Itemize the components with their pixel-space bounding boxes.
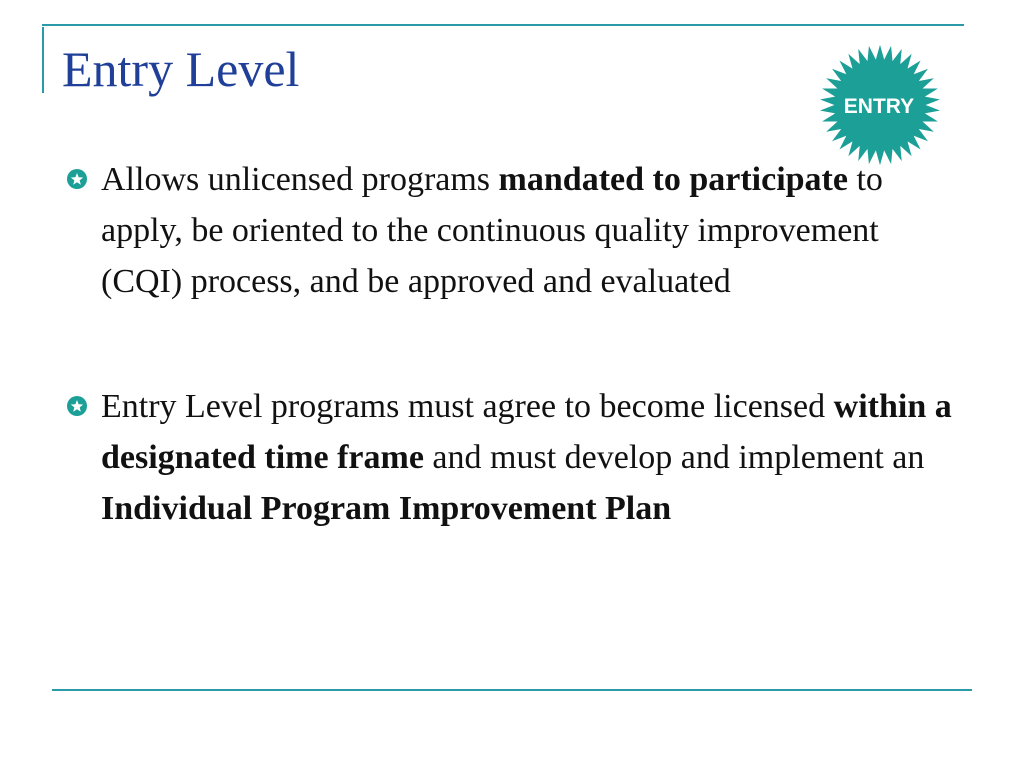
bottom-rule <box>52 689 972 691</box>
bullet-item <box>66 381 956 534</box>
entry-badge <box>817 40 943 170</box>
bullet-item <box>66 154 956 307</box>
starburst-icon <box>817 40 943 170</box>
bullet-list <box>66 154 956 534</box>
slide-title: Entry Level <box>62 41 300 97</box>
bullet-text: Allows unlicensed programs <box>101 161 499 198</box>
bullet-text: to apply, be oriented to the continuous quality improvement (CQI) process, and be approved and evaluated <box>101 161 883 300</box>
top-rule <box>42 24 964 26</box>
star-circle-icon <box>66 168 88 190</box>
bullet-text: Entry Level programs must agree to become licensed <box>101 388 834 425</box>
star-circle-icon <box>66 395 88 417</box>
bullet-emphasis: mandated to participate <box>498 161 848 198</box>
bullet-emphasis: Individual Program Improvement Plan <box>101 490 672 527</box>
entry-badge-label: ENTRY <box>843 95 915 118</box>
bullet-text: and must develop and implement an <box>423 439 925 476</box>
title-accent-bar <box>42 27 44 93</box>
bullet-emphasis: within a designated time frame <box>101 388 952 476</box>
